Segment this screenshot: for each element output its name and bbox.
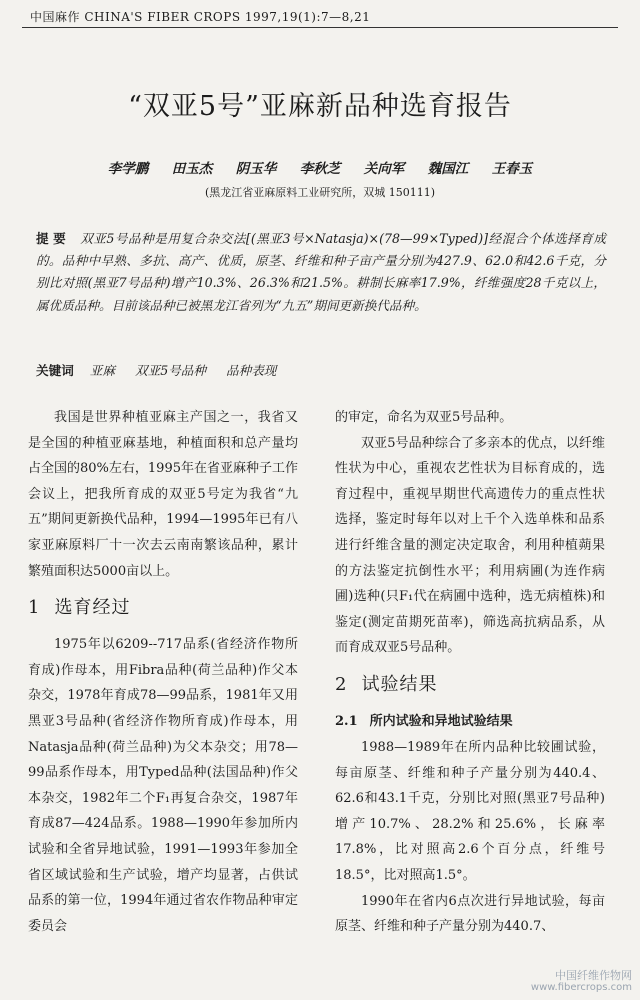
author-name: 阴玉华	[235, 161, 277, 177]
right-column	[335, 405, 605, 940]
keyword: 亚麻	[89, 363, 115, 378]
body-paragraph: 1975年以6209--717品系(省经济作物所育成)作母本，用Fibra品种(荷兰品种)作父本杂交，1978年育成78—99品系，1981年又用黑亚3号品种(省经济作物所育成)作母本，用Natasja品种(荷兰品种)为父本杂交；用78—99品系作母本，用Typed品种(法国品种)作父本杂交，1982年二个F₁再复合杂交，1987年育成87—424品系。1988—1990年参加所内试验和全省异地试验，1991—1993年参加全省区域试验和生产试验，增产均显著，占供试品系的第一位，1994年通过省农作物品种审定委员会	[28, 637, 298, 934]
author-list	[0, 157, 640, 177]
author-name: 关向军	[363, 161, 405, 177]
author-name: 田玉杰	[171, 161, 213, 177]
author-name: 魏国江	[427, 161, 469, 177]
intro-paragraph: 我国是世界种植亚麻主产国之一，我省又是全国的种植亚麻基地，种植面积和总产量均占全国的80%左右，1995年在省亚麻种子工作会议上，把我所育成的双亚5号定为我省“九五”期间更新换代品种，1994—1995年已有八家亚麻原料厂十一次去云南南繁该品种，累计繁殖面积达5000亩以上。	[28, 410, 298, 579]
section-title: 试验结果	[361, 673, 438, 695]
author-name: 李学鹏	[107, 161, 149, 177]
section-number: 2	[335, 673, 348, 695]
section-title: 选育经过	[54, 597, 131, 619]
keywords	[36, 360, 606, 379]
author-name: 王春玉	[491, 161, 533, 177]
watermark-text: 中国纤维作物网	[555, 969, 632, 982]
keyword: 品种表现	[226, 363, 277, 378]
watermark	[531, 970, 632, 994]
article-title: “双亚5号”亚麻新品种选育报告	[128, 91, 512, 122]
keyword: 双亚5号品种	[135, 363, 206, 378]
running-header: 中国麻作 CHINA'S FIBER CROPS 1997,19(1):7—8,21	[30, 10, 371, 24]
body-paragraph: 双亚5号品种综合了多亲本的优点，以纤维性状为中心，重视农艺性状为目标育成的，选育过程中，重视早期世代高遗传力的重点性状选择，鉴定时每年以对上千个入选单株和品系进行纤维含量的测定决定取舍，利用种植蒴果的方法鉴定抗倒性水平；利用病圃(为连作病圃)选种(只F₁代在病圃中选种，选无病植株)和鉴定(测定苗期死苗率)，筛选高抗病品系，从而育成双亚5号品种。	[335, 435, 605, 656]
affiliation: (黑龙江省亚麻原料工业研究所，双城 150111)	[204, 186, 436, 199]
abstract	[36, 228, 606, 317]
subsection-heading	[335, 709, 605, 735]
section-heading	[335, 665, 605, 705]
header-rule	[22, 27, 618, 28]
left-column	[28, 405, 298, 939]
abstract-text: 双亚5号品种是用复合杂交法[(黑亚3号×Natasja)×(78—99×Typed)]经混合个体选择育成的。品种中早熟、多抗、高产、优质，原茎、纤维和种子亩产量分别为427.9、62.0和42.6千克，分别比对照(黑亚7号品种)增产10.3%、26.3%和21.5%。耕制长麻率17.9%，纤维强度28千克以上，属优质品种。目前该品种已被黑龙江省列为“九五”期间更新换代品种。	[36, 231, 606, 313]
subsection-title: 所内试验和异地试验结果	[369, 713, 513, 729]
keywords-label: 关键词	[36, 363, 74, 378]
body-paragraph: 1990年在省内6点次进行异地试验，每亩原茎、纤维和种子产量分别为440.7、	[335, 893, 605, 935]
section-number: 1	[28, 597, 41, 619]
body-paragraph: 1988—1989年在所内品种比较圃试验，每亩原茎、纤维和种子产量分别为440.4、62.6和43.1千克，分别比对照(黑亚7号品种)增产10.7%、28.2%和25.6%，长麻率17.8%，比对照高2.6个百分点，纤维号18.5°，比对照高1.5°。	[335, 739, 605, 883]
abstract-label: 提要	[36, 231, 71, 246]
subsection-number: 2.1	[335, 713, 358, 729]
watermark-url: www.fibercrops.com	[530, 982, 632, 993]
body-paragraph: 的审定，命名为双亚5号品种。	[335, 410, 513, 425]
author-name: 李秋芝	[299, 161, 341, 177]
section-heading	[28, 588, 298, 628]
